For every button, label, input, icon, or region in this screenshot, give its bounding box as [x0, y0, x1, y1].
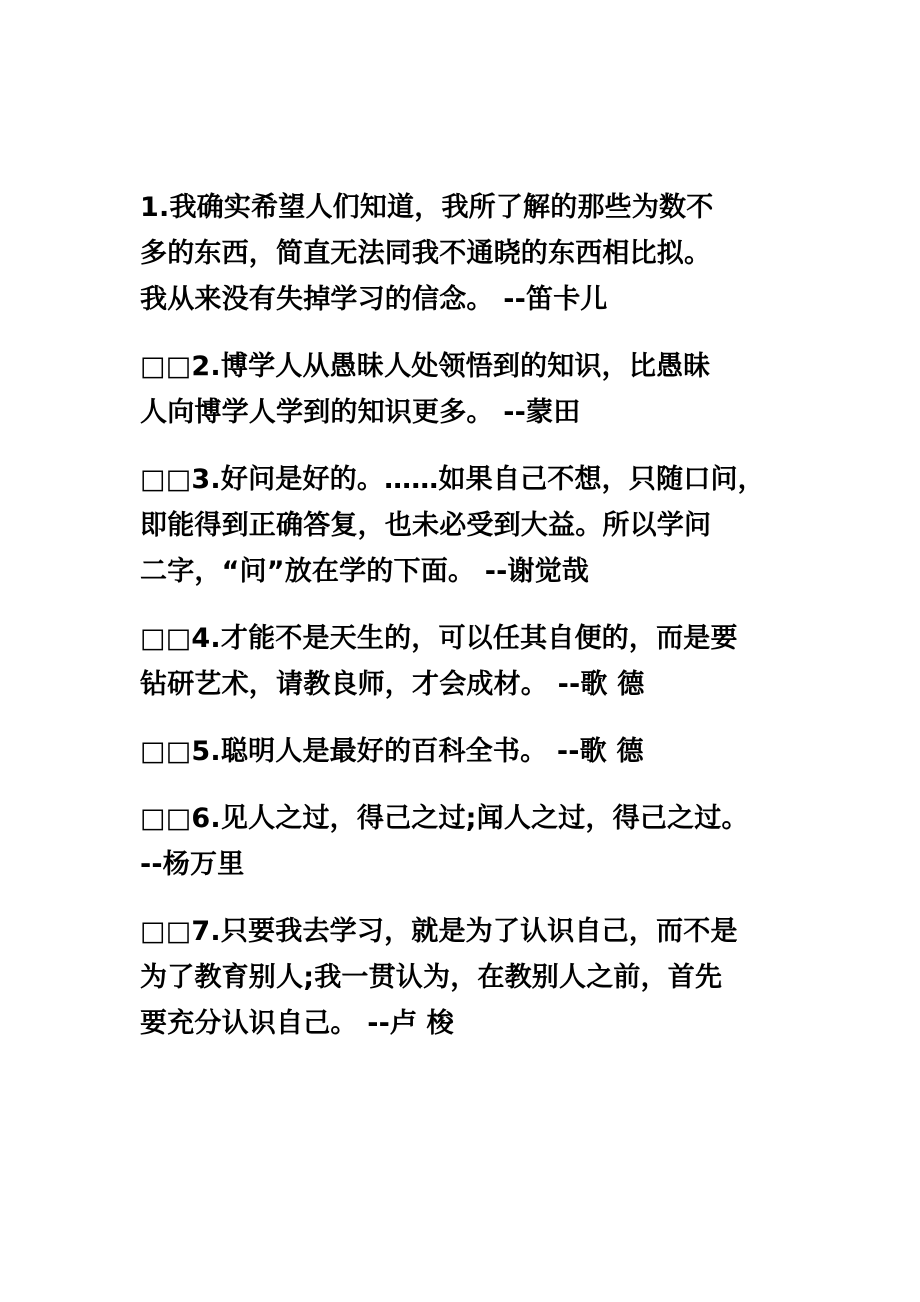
- quote-item-1: 1.我确实希望人们知道，我所了解的那些为数不 多的东西，简直无法同我不通晓的东西相比拟。 我从来没有失掉学习的信念。 --笛卡儿: [140, 192, 714, 315]
- quote-item-4: □□4.才能不是天生的，可以任其自便的，而是要 钻研艺术，请教良师，才会成材。 --歌 德: [140, 623, 738, 700]
- quote-item-3: □□3.好问是好的。……如果自己不想，只随口问， 即能得到正确答复，也未必受到大益。所以学问 二字，“问”放在学的下面。 --谢觉哉: [140, 464, 765, 587]
- quote-item-2: □□2.博学人从愚昧人处领悟到的知识，比愚昧 人向博学人学到的知识更多。 --蒙田: [140, 351, 711, 428]
- quote-item-7: □□7.只要我去学习，就是为了认识自己，而不是 为了教育别人;我一贯认为，在教别人之前，首先 要充分认识自己。 --卢 梭: [140, 916, 738, 1039]
- quote-list: [140, 185, 790, 1068]
- quote-item-5: □□5.聪明人是最好的百科全书。 --歌 德: [140, 736, 644, 767]
- quote-item-6: □□6.见人之过，得己之过;闻人之过，得己之过。 --杨万里: [140, 803, 749, 880]
